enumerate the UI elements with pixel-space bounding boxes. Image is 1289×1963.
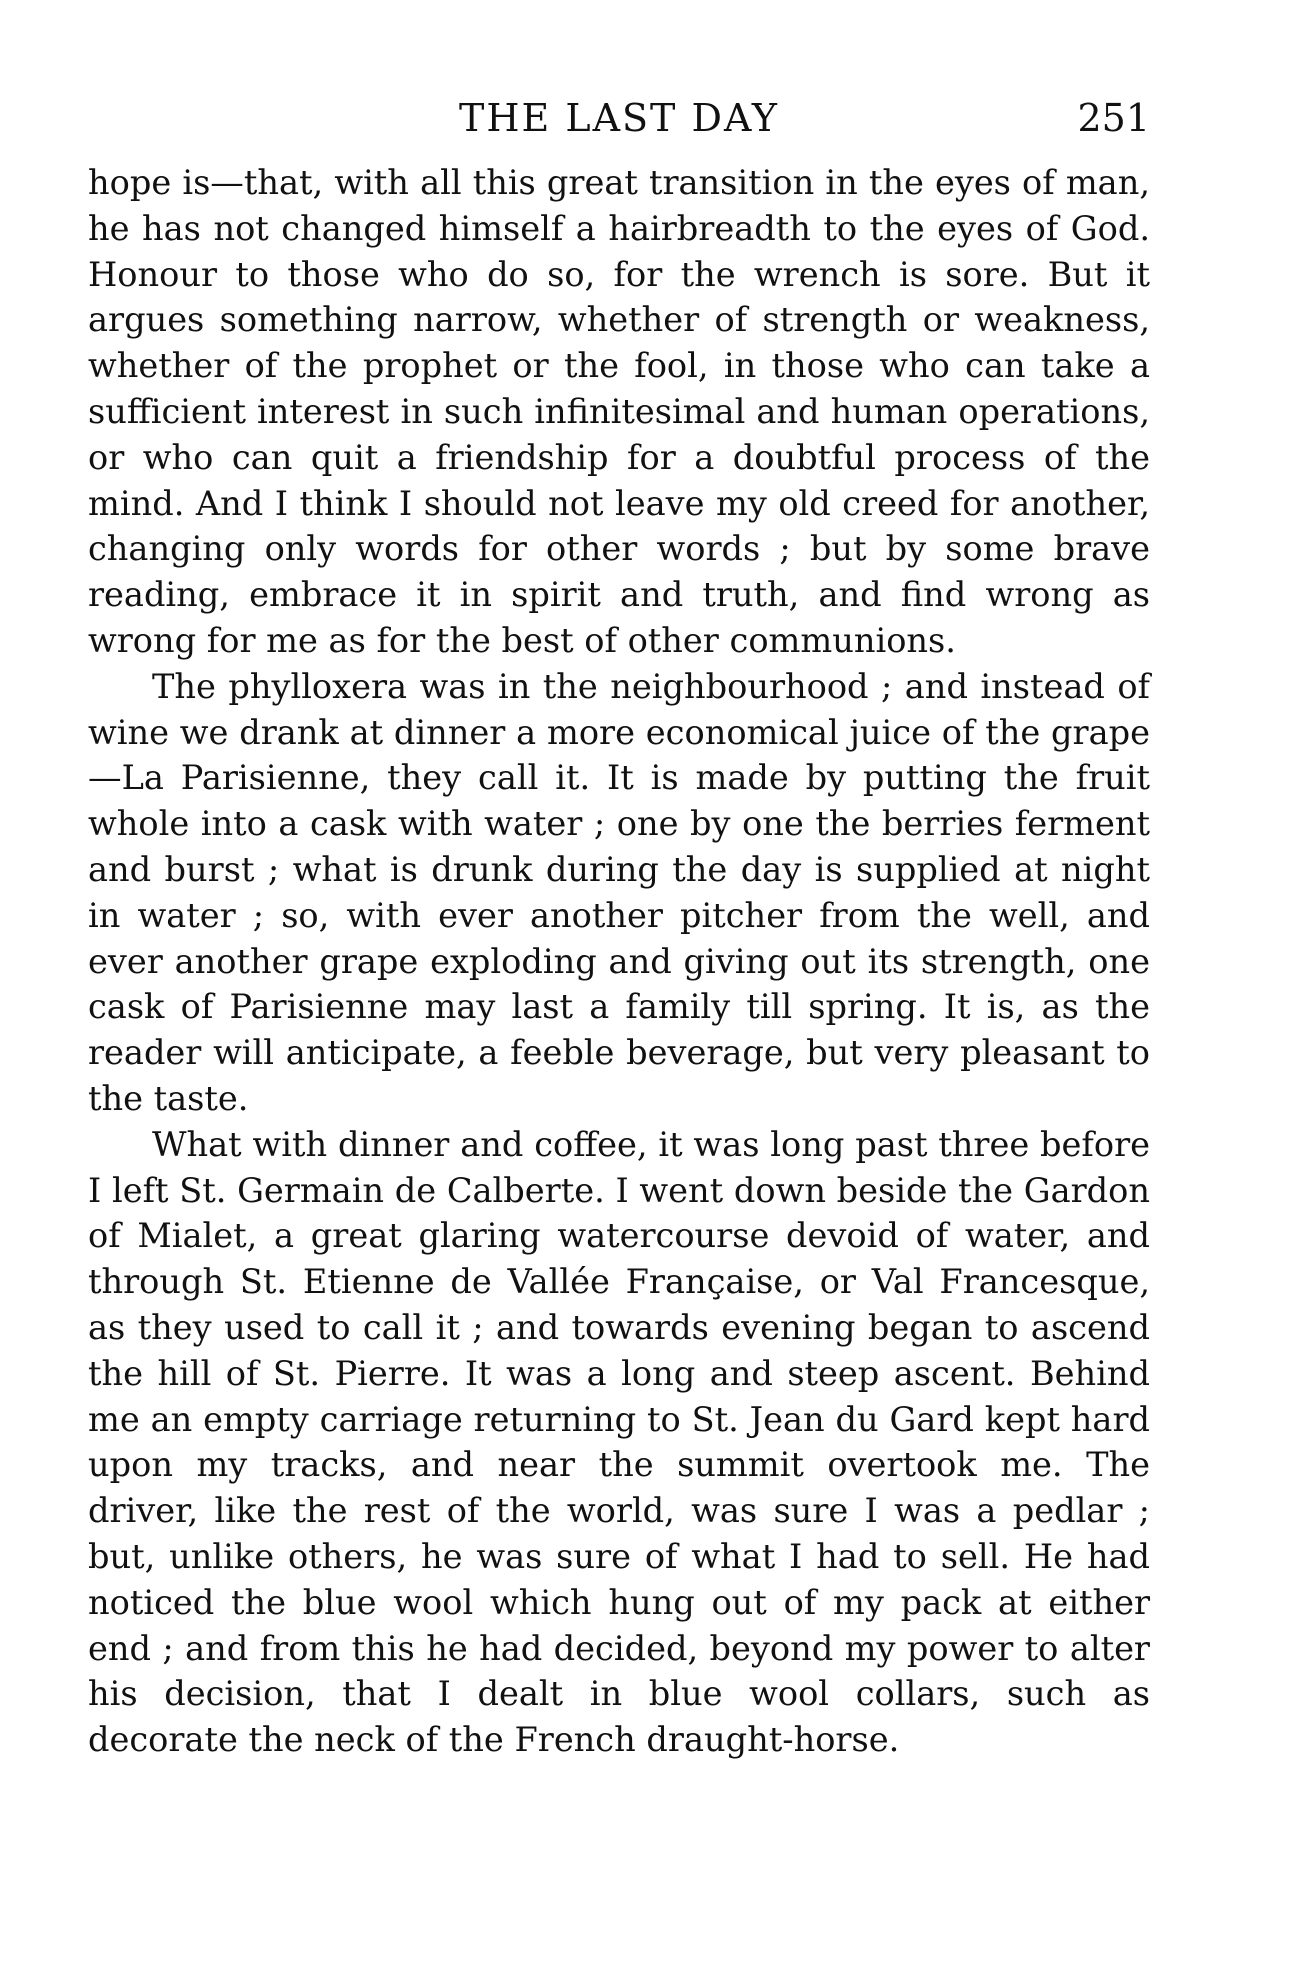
body-text [88,160,1150,1763]
paragraph-continuation: hope is—that, with all this great transition in the eyes of man, he has not changed himself a hairbreadth to the eyes of God. Honour to those who do so, for the wrench is sore. But it argues something narrow, whether of strength or weakness, whether of the prophet or the fool, in those who can take a sufficient interest in such infinitesimal and human operations, or who can quit a friendship for a doubtful process of the mind. And I think I should not leave my old creed for another, changing only words for other words ; but by some brave reading, embrace it in spirit and truth, and find wrong as wrong for me as for the best of other communions. [88,163,1150,660]
paragraph-journey: What with dinner and coffee, it was long past three before I left St. Germain de Calberte. I went down beside the Gardon of Mialet, a great glaring watercourse devoid of water, and through St. Etienne de Vallée Française, or Val Francesque, as they used to call it ; and towards evening began to ascend the hill of St. Pierre. It was a long and steep ascent. Behind me an empty carriage returning to St. Jean du Gard kept hard upon my tracks, and near the summit overtook me. The driver, like the rest of the world, was sure I was a pedlar ; but, unlike others, he was sure of what I had to sell. He had noticed the blue wool which hung out of my pack at either end ; and from this he had decided, beyond my power to alter his decision, that I dealt in blue wool collars, such as decorate the neck of the French draught-horse. [88,1124,1150,1760]
page-header [88,88,1150,148]
page-number: 251 [1077,96,1150,140]
paragraph-phylloxera: The phylloxera was in the neighbourhood ; and instead of wine we drank at dinner a more economical juice of the grape—La Parisienne, they call it. It is made by putting the fruit whole into a cask with water ; one by one the berries ferment and burst ; what is drunk during the day is supplied at night in water ; so, with ever another pitcher from the well, and ever another grape exploding and giving out its strength, one cask of Parisienne may last a family till spring. It is, as the reader will anticipate, a feeble beverage, but very pleasant to the taste. [88,666,1150,1118]
running-title: THE LAST DAY [459,96,779,140]
